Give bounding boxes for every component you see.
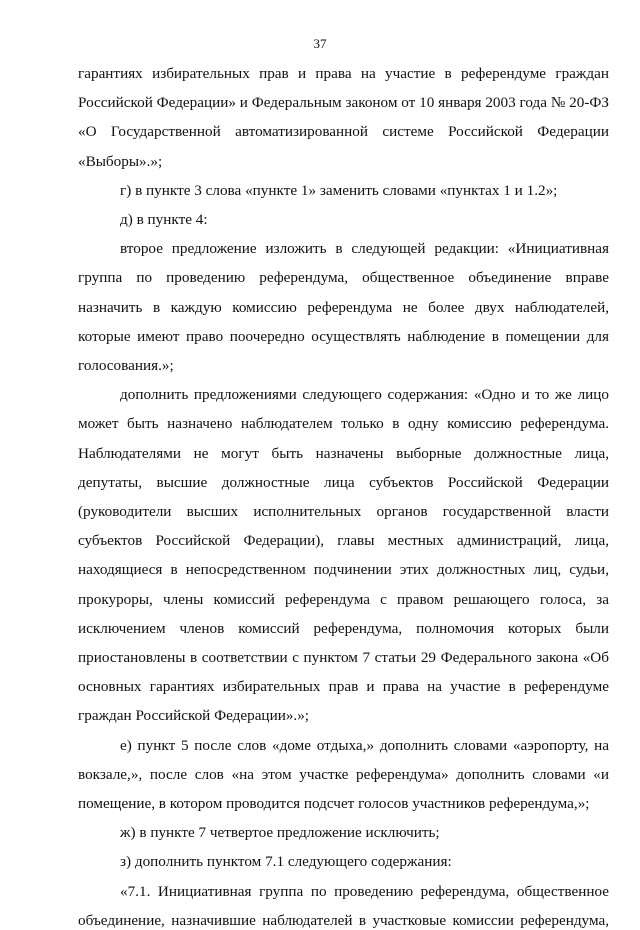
text-line: з) дополнить пунктом 7.1 следующего содержания: <box>120 853 452 871</box>
text-line: субъектов Российской Федерации), главы местных администраций, лица, <box>78 532 609 550</box>
text-line: прокуроры, члены комиссий референдума с правом решающего голоса, за <box>78 590 609 608</box>
text-line: исключением членов комиссий референдума, полномочия которых были <box>78 619 609 637</box>
text-line: дополнить предложениями следующего содержания: «Одно и то же лицо <box>120 386 609 404</box>
text-line: гарантиях избирательных прав и права на участие в референдуме граждан <box>78 65 609 82</box>
text-line: е) пункт 5 после слов «доме отдыха,» дополнить словами «аэропорту, на <box>120 736 609 754</box>
text-line: «Выборы».»; <box>78 152 163 170</box>
text-line: объединение, назначившие наблюдателей в участковые комиссии референдума, <box>78 911 609 929</box>
text-line: д) в пункте 4: <box>120 211 208 228</box>
text-line: которые имеют право поочередно осуществлять наблюдение в помещении для <box>78 327 609 345</box>
text-line: приостановлены в соответствии с пунктом 7 статьи 29 Федерального закона «Об <box>78 649 609 666</box>
text-line: граждан Российской Федерации».»; <box>78 707 310 725</box>
text-line: «7.1. Инициативная группа по проведению референдума, общественное <box>120 882 609 900</box>
text-line: вокзале,», после слов «на этом участке референдума» дополнить словами «и <box>78 765 609 783</box>
text-line: помещение, в котором проводится подсчет голосов участников референдума,»; <box>78 795 590 812</box>
text-line: (руководители высших исполнительных органов государственной власти <box>78 503 609 520</box>
page-number: 37 <box>313 36 327 51</box>
text-line: Российской Федерации» и Федеральным законом от 10 января 2003 года № 20-ФЗ <box>78 94 609 112</box>
text-line: назначить в каждую комиссию референдума не более двух наблюдателей, <box>78 298 609 316</box>
text-line: второе предложение изложить в следующей редакции: «Инициативная <box>120 240 609 258</box>
text-line: г) в пункте 3 слова «пункте 1» заменить словами «пунктах 1 и 1.2»; <box>120 181 558 199</box>
text-line: Наблюдателями не могут быть назначены выборные должностные лица, <box>78 444 609 462</box>
text-line: голосования.»; <box>78 357 174 374</box>
text-line: ж) в пункте 7 четвертое предложение исключить; <box>120 824 440 842</box>
text-line: «О Государственной автоматизированной системе Российской Федерации <box>78 123 609 141</box>
text-line: находящиеся в непосредственном подчинении этих должностных лиц, судьи, <box>78 561 609 579</box>
text-line: группа по проведению референдума, общественное объединение вправе <box>78 269 609 287</box>
text-line: депутаты, высшие должностные лица субъектов Российской Федерации <box>78 473 609 491</box>
text-line: может быть назначено наблюдателем только в одну комиссию референдума. <box>78 415 609 433</box>
text-line: основных гарантиях избирательных прав и права на участие в референдуме <box>78 678 609 696</box>
